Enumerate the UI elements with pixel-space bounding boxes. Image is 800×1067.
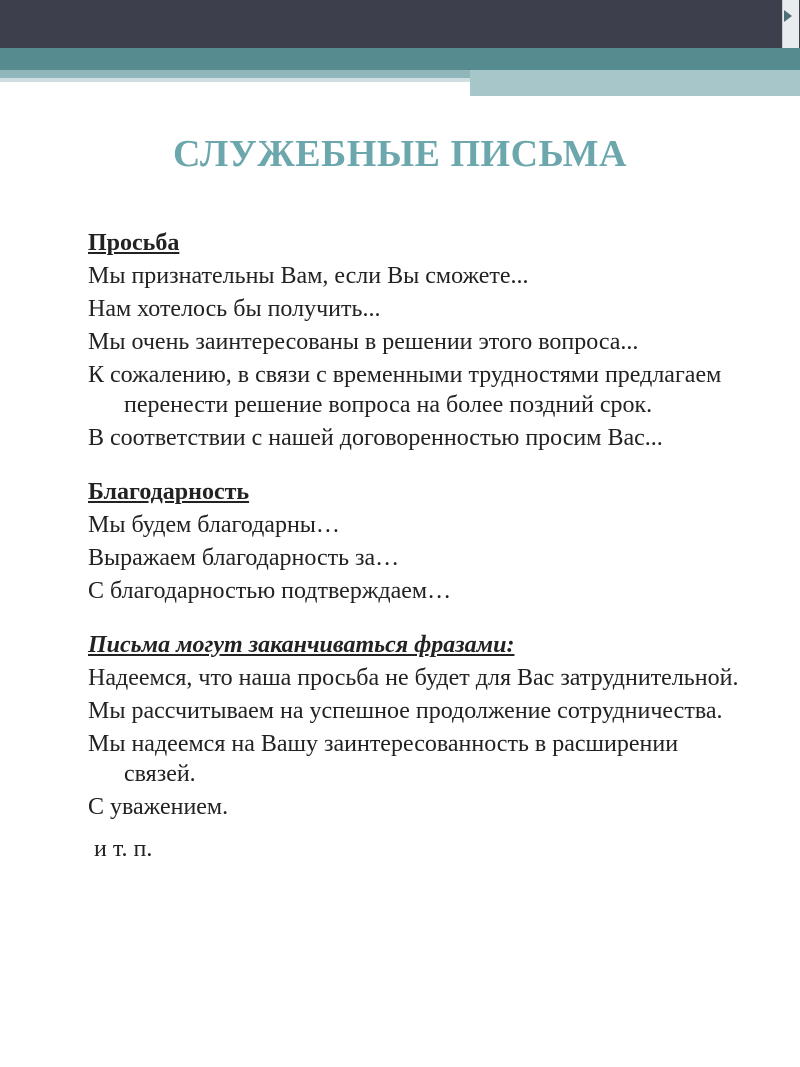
list-item: Мы признательны Вам, если Вы сможете... — [88, 263, 529, 289]
section-heading-closings: Письма могут заканчиваться фразами: — [88, 632, 515, 658]
list-item: Нам хотелось бы получить... — [88, 296, 381, 322]
list-item: С благодарностью подтверждаем… — [88, 578, 452, 604]
header-band-notch — [0, 78, 470, 82]
list-item: Мы будем благодарны… — [88, 512, 340, 538]
header-band-teal-light — [0, 70, 470, 78]
header-tab — [782, 0, 799, 48]
page-title: СЛУЖЕБНЫЕ ПИСЬМА — [173, 133, 627, 175]
letter-phrases — [88, 228, 748, 864]
list-item: С уважением. — [88, 794, 229, 820]
list-item: Мы рассчитываем на успешное продолжение сотрудничества. — [88, 698, 723, 724]
header-band-dark — [0, 0, 780, 48]
header-band-teal-light-right — [470, 70, 800, 96]
section-heading-request: Просьба — [88, 230, 180, 256]
list-item: Выражаем благодарность за… — [88, 545, 400, 571]
chevron-right-icon — [784, 10, 792, 22]
list-item: В соответствии с нашей договоренностью просим Вас... — [88, 425, 663, 451]
list-item: Мы надеемся на Вашу заинтересованность в расширении связей. — [88, 731, 679, 787]
spacer — [88, 453, 748, 477]
list-item: Надеемся, что наша просьба не будет для Вас затруднительной. — [88, 665, 739, 691]
list-item: К сожалению, в связи с временными трудностями предлагаем перенести решение вопроса на более поздний срок. — [88, 362, 722, 418]
list-item: Мы очень заинтересованы в решении этого вопроса... — [88, 329, 639, 355]
closing-note: и т. п. — [94, 836, 153, 862]
header-band-teal — [0, 48, 800, 70]
spacer — [88, 606, 748, 630]
section-heading-gratitude: Благодарность — [88, 479, 250, 505]
